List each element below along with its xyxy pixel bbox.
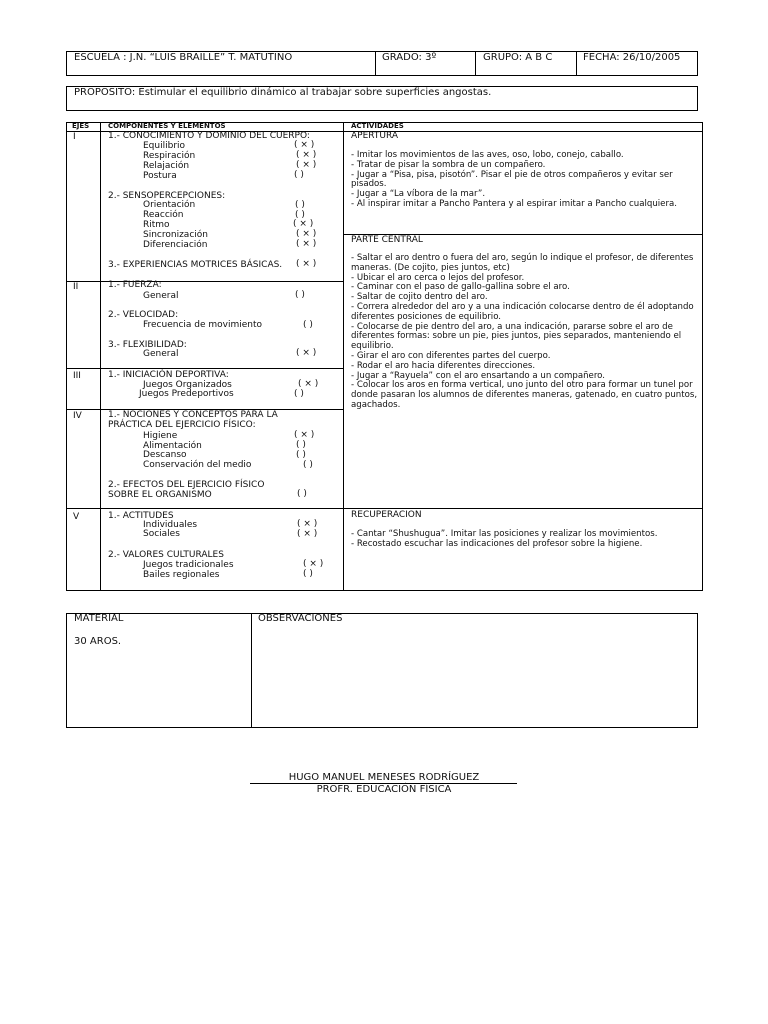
- element-mark: ( × ): [296, 348, 317, 358]
- activity-item: - Recostado escuchar las indicaciones del profesor sobre la higiene.: [351, 538, 643, 549]
- material-divider: [251, 613, 252, 728]
- section-heading: 2.- EFECTOS DEL EJERCICIO FÍSICO: [108, 480, 265, 490]
- eje-label: I: [73, 132, 76, 142]
- fecha-field: FECHA: 26/10/2005: [583, 52, 681, 63]
- element-mark: ( ): [295, 200, 305, 210]
- material-observaciones-box: [66, 613, 698, 728]
- header-ejes: EJES: [72, 122, 90, 130]
- header-divider: [576, 51, 577, 76]
- header-componentes: COMPONENTES Y ELEMENTOS: [108, 122, 226, 130]
- element-mark: ( × ): [293, 219, 314, 229]
- header-divider: [475, 51, 476, 76]
- activity-item: - Cantar “Shushugua”. Imitar las posiciones y realizar los movimientos.: [351, 529, 658, 539]
- recuperacion-list: [351, 530, 699, 550]
- element-name: Relajación: [143, 161, 190, 171]
- activity-item: - Jugar a “Rayuela” con el aro ensartando a un compañero.: [351, 370, 606, 381]
- section-heading: PRÁCTICA DEL EJERCICIO FÍSICO:: [108, 420, 256, 430]
- activity-item: - Jugar a “La víbora de la mar”.: [351, 189, 486, 200]
- element-mark: ( ): [295, 210, 305, 220]
- eje-label: V: [73, 512, 80, 522]
- proposito-text: PROPOSITO: Estimular el equilibrio dinámico al trabajar sobre superficies angostas.: [74, 87, 492, 98]
- col-divider-actividades: [343, 122, 344, 591]
- element-name: Respiración: [143, 151, 196, 161]
- element-mark: ( × ): [294, 140, 315, 150]
- section-heading: 3.- FLEXIBILIDAD:: [108, 340, 187, 350]
- eje-label: II: [73, 282, 79, 292]
- section-heading: 2.- VALORES CULTURALES: [108, 550, 224, 560]
- grupo-field: GRUPO: A B C: [483, 52, 553, 63]
- element-mark: ( × ): [296, 259, 317, 269]
- element-mark: ( ): [297, 489, 307, 499]
- element-name: Conservación del medio: [143, 460, 252, 470]
- element-mark: ( × ): [303, 559, 324, 569]
- element-name: Postura: [143, 171, 177, 181]
- element-mark: ( ): [303, 460, 313, 470]
- header-actividades: ACTIVIDADES: [351, 122, 404, 130]
- element-mark: ( ): [303, 569, 313, 579]
- element-name: Diferenciación: [143, 240, 208, 250]
- section-heading: 1.- FUERZA:: [108, 280, 162, 290]
- element-name: Orientación: [143, 200, 196, 210]
- element-name: General: [143, 349, 179, 359]
- section-heading: SOBRE EL ORGANISMO: [108, 490, 212, 500]
- activity-item: - Saltar el aro dentro o fuera del aro, según lo indique el profesor, de diferentes maneras. (De cojito, pies juntos, etc): [351, 253, 694, 273]
- element-mark: ( × ): [298, 379, 319, 389]
- row-divider: [66, 508, 703, 509]
- element-mark: ( ): [296, 450, 306, 460]
- row-divider: [66, 368, 343, 369]
- element-name: Juegos tradicionales: [143, 560, 234, 570]
- header-divider: [375, 51, 376, 76]
- activity-item: - Colocarse de pie dentro del aro, a una indicación, pararse sobre el aro de diferentes formas: sobre un pie, pies juntos, pies separados, manteniendo el equilibrio.: [351, 321, 682, 352]
- section-heading: 3.- EXPERIENCIAS MOTRICES BÁSICAS.: [108, 260, 283, 270]
- section-heading: 2.- SENSOPERCEPCIONES:: [108, 191, 226, 201]
- element-name: Higiene: [143, 431, 178, 441]
- signature-role: PROFR. EDUCACIÓN FÍSICA: [316, 784, 452, 795]
- activity-item: - Ubicar el aro cerca o lejos del profesor.: [351, 272, 525, 283]
- element-mark: ( × ): [297, 519, 318, 529]
- element-name: Juegos Predeportivos: [139, 389, 234, 399]
- element-name: Equilibrio: [143, 141, 186, 151]
- activity-item: - Girar el aro con diferentes partes del cuerpo.: [351, 350, 551, 361]
- grado-field: GRADO: 3º: [382, 52, 437, 63]
- signature-name: HUGO MANUEL MENESES RODRÍGUEZ: [288, 772, 480, 783]
- element-mark: ( ): [296, 440, 306, 450]
- element-mark: ( ): [294, 389, 304, 399]
- eje-label: IV: [73, 411, 82, 421]
- element-mark: ( × ): [296, 150, 317, 160]
- activity-item: - Al inspirar imitar a Pancho Pantera y al espirar imitar a Pancho cualquiera.: [351, 198, 677, 209]
- apertura-list: [351, 151, 699, 210]
- activity-item: - Jugar a “Pisa, pisa, pisotón”. Pisar el pie de otros compañeros y evitar ser pisados.: [351, 169, 673, 190]
- col-divider-ejes: [100, 122, 101, 591]
- element-name: Sincronización: [143, 230, 208, 240]
- central-list: [351, 254, 699, 411]
- element-mark: ( × ): [294, 430, 315, 440]
- escuela-field: ESCUELA : J.N. “LUIS BRAILLE” T. MATUTINO: [74, 52, 293, 63]
- element-mark: ( × ): [296, 160, 317, 170]
- activity-item: - Saltar de cojito dentro del aro.: [351, 292, 488, 303]
- apertura-title: APERTURA: [351, 131, 398, 141]
- activity-item: - Correra alrededor del aro y a una indicación colocarse dentro de él adoptando diferentes posiciones de equilibrio.: [351, 301, 694, 322]
- section-heading: 1.- CONOCIMIENTO Y DOMINIO DEL CUERPO:: [108, 131, 310, 141]
- element-name: Frecuencia de movimiento: [143, 320, 263, 330]
- element-mark: ( × ): [296, 239, 317, 249]
- section-heading: 1.- NOCIONES Y CONCEPTOS PARA LA: [108, 410, 278, 420]
- section-heading: 1.- ACTITUDES: [108, 511, 174, 521]
- activity-item: - Imitar los movimientos de las aves, oso, lobo, conejo, caballo.: [351, 150, 624, 160]
- element-name: Individuales: [143, 520, 198, 530]
- observaciones-title: OBSERVACIONES: [258, 613, 343, 624]
- eje-label: III: [73, 371, 81, 381]
- activity-item: - Tratar de pisar la sombra de un compañero.: [351, 159, 546, 170]
- material-value: 30 AROS.: [74, 636, 122, 647]
- element-name: Sociales: [143, 529, 180, 539]
- element-name: Ritmo: [143, 220, 170, 230]
- section-heading: 2.- VELOCIDAD:: [108, 310, 179, 320]
- element-mark: ( ): [295, 290, 305, 300]
- element-name: General: [143, 291, 179, 301]
- material-title: MATERIAL: [74, 613, 124, 624]
- recuperacion-title: RECUPERACION: [351, 510, 422, 520]
- element-name: Reacción: [143, 210, 184, 220]
- activity-item: - Colocar los aros en forma vertical, uno junto del otro para formar un tunel por donde pasaran los alumnos de diferentes maneras, gatenado, en cuatro puntos, agachados.: [351, 380, 698, 410]
- element-mark: ( × ): [297, 529, 318, 539]
- element-mark: ( × ): [296, 229, 317, 239]
- section-heading: 1.- INICIACIÓN DEPORTIVA:: [108, 370, 229, 380]
- element-name: Juegos Organizados: [143, 380, 232, 390]
- activity-item: - Rodar el aro hacia diferentes direcciones.: [351, 360, 536, 371]
- activity-item: - Caminar con el paso de gallo-gallina sobre el aro.: [351, 282, 570, 293]
- element-mark: ( ): [294, 170, 304, 180]
- element-name: Bailes regionales: [143, 570, 220, 580]
- element-name: Descanso: [143, 450, 187, 460]
- central-title: PARTE CENTRAL: [351, 235, 423, 245]
- element-name: Alimentación: [143, 441, 202, 451]
- element-mark: ( ): [303, 320, 313, 330]
